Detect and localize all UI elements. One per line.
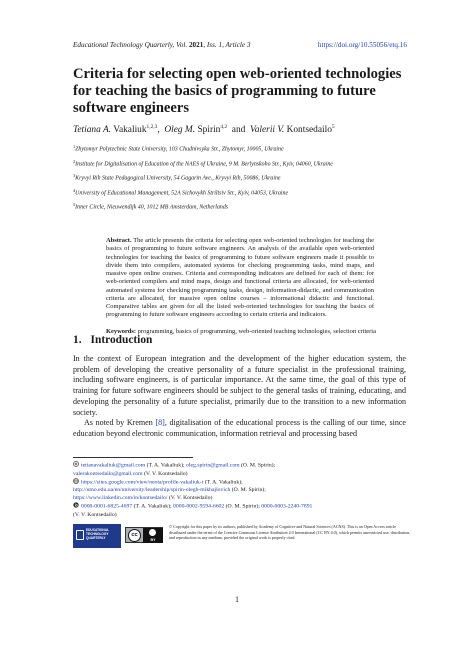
email-link[interactable]: valerakontsedailo@gmail.com [73, 470, 143, 477]
author-affiliation-mark: 4,2 [220, 124, 228, 130]
affiliation-line: $^1$Zhytomyr Polytechnic State University, 103 Chudnivsyka Str., Zhytomyr, 10005, Ukraine [73, 144, 284, 153]
section-title: Introduction [90, 334, 153, 346]
footnote-line: https://sites.google.com/view/neota/profile-vakaliuk-t (T. A. Vakaliuk); [73, 478, 413, 487]
author-last-name: Vakaliuk [113, 125, 147, 135]
footnote-line: valerakontsedailo@gmail.com (V. V. Kontsedailo) [73, 470, 188, 477]
running-head [73, 41, 407, 51]
footnote-line: 0000-0001-6825-4697 (T. A. Vakaliuk); 0000-0002-9594-6602 (O. M. Spirin); 0000-0003-2240-7891 [73, 502, 413, 511]
author-list: Tetiana A. Vakaliuk$^{1,2,3}$, Oleg M. Spirin$^{4,2}$ and Valerii V. Kontsedailo$^5$ [73, 124, 335, 135]
website-link[interactable]: https://www.linkedin.com/in/kontsedailo/ [73, 495, 168, 502]
journal-logo-mark [76, 530, 84, 540]
affiliation-line: $^2$Institute for Digitalisation of Education of the NAES of Ukraine, 9 M. Berlynskoho Str., Kyiv, 04060, Ukraine [73, 158, 333, 168]
email-icon [73, 461, 79, 467]
paragraph: In the context of European integration and the development of the higher education system, the problem of developing the creative personality of a future specialist in the professional training, including software engineers, is of particular importance. At the same time, the goal of this type of training for future software engineers should be subject to the general tasks of training, educating, and developing the personality of a future specialist, primarily due to the transition to a new information society. [73, 354, 406, 417]
footnote-line: http://umo.edu.ua/en/university/leadership/spirin-olegh-mikhajlovich (O. M. Spirin); [73, 487, 266, 494]
orcid-icon [73, 502, 79, 508]
keywords-text: programming, basics of programming, web-oriented teaching technologies, selection criteria [137, 328, 376, 335]
orcid-link[interactable]: 0000-0003-2240-7891 [261, 503, 313, 510]
globe-icon [73, 478, 79, 484]
email-link[interactable]: oleg.spirin@gmail.com [186, 462, 240, 469]
website-link[interactable]: https://sites.google.com/view/neota/profile-vakaliuk-t [81, 479, 204, 486]
footnote-line: (V. V. Kontsedailo) [73, 512, 117, 519]
journal-citation: Educational Technology Quarterly, Vol. 2021, Iss. 1, Article 3 [73, 41, 251, 49]
section-heading [73, 334, 152, 346]
affiliation-line: $^5$Inner Circle, Nieuwendijk 40, 1012 MB Amsterdam, Netherlands [73, 202, 229, 211]
section-number: 1. [73, 334, 82, 346]
keywords-label: Keywords: [106, 328, 137, 335]
author-last-name: Kontsedailo [286, 125, 332, 135]
footnote-line: tetianavakaliuk@gmail.com (T. A. Vakaliuk); oleg.spirin@gmail.com (O. M. Spirin); [73, 461, 413, 470]
cc-icon: cc [128, 529, 141, 542]
website-link[interactable]: http://umo.edu.ua/en/university/leadership/spirin-olegh-mikhajlovich [73, 487, 231, 494]
license-block [73, 524, 413, 552]
footnote-divider [73, 457, 193, 458]
affiliation-line: $^4$University of Educational Management, 52A Sichovykh Striltsiv Str., Kyiv, 04053, Ukraine [73, 187, 289, 197]
license-text: © Copyright for this paper by its authors, published by Academy of Cognitive and Natural Sciences (ACNS). This is an Open Access article distributed under the terms of the Creative Commons License Attribution 4.0 International (CC BY 4.0), which permits unrestricted use, distribution, and reproduction in any medium, provided the original work is properly cited. [169, 524, 411, 541]
author-affiliation-mark: 1,2,3 [146, 124, 158, 130]
footnotes [73, 461, 413, 519]
author-first-name: Tetiana A. [73, 125, 112, 135]
email-link[interactable]: tetianavakaliuk@gmail.com [81, 462, 146, 469]
person-icon [149, 529, 156, 536]
cc-by-license-logo[interactable] [125, 527, 163, 543]
abstract-label: Abstract. [106, 237, 132, 244]
doi-link[interactable]: https://doi.org/10.55056/etq.16 [317, 41, 407, 49]
footnote-line: https://www.linkedin.com/in/kontsedailo/ (V. V. Kontsedailo) [73, 495, 213, 502]
orcid-link[interactable]: 0000-0002-9594-6602 [173, 503, 225, 510]
journal-logo: EDUCATIONAL TECHNOLOGY QUARTERLY [73, 524, 121, 548]
body-text [73, 354, 406, 440]
abstract [106, 237, 374, 320]
citation-link[interactable]: [8] [155, 418, 165, 428]
orcid-link[interactable]: 0000-0001-6825-4697 [81, 503, 133, 510]
affiliations [73, 141, 413, 214]
author-affiliation-mark: 5 [331, 124, 335, 130]
by-attribution-icon: BY [143, 528, 163, 543]
paper-title: Criteria for selecting open web-oriented technologies for teaching the basics of programming to future software engineers [73, 66, 402, 116]
affiliation-line: $^3$Kryvyi Rih State Pedagogical University, 54 Gagarin Ave., Kryvyi Rih, 50086, Ukraine [73, 173, 281, 182]
abstract-text: The article presents the criteria for selecting open web-oriented technologies for teaching the basics of programming to future software engineers. An analysis of the available open web-oriented technologies for teaching the basics of programming to future software engineers made it possible to divide them into compilers, automated systems for checking programming tasks, mind maps, and massive open online courses. Criteria and corresponding indicators are defined for each of them: for web-oriented compilers and mind maps, design and functional criteria are allocated, for web-oriented automated systems for checking programming tasks, design, information-didactic, and communication criteria are allocated, for massive open online courses – informational didactic and functional. Comparative tables are given for all the listed web-oriented technologies for teaching the basics of programming to future software engineers according to certain criteria and indicators. [106, 237, 374, 319]
author-first-name: Oleg M. [164, 125, 196, 135]
paragraph: As noted by Kremen [8], digitalisation of the educational process is the calling of our time, since education beyond electronic communication, information retrieval and processing based [73, 418, 406, 438]
author-last-name: Spirin [197, 125, 221, 135]
page-number: 1 [235, 595, 239, 604]
author-first-name: Valerii V. [250, 125, 285, 135]
